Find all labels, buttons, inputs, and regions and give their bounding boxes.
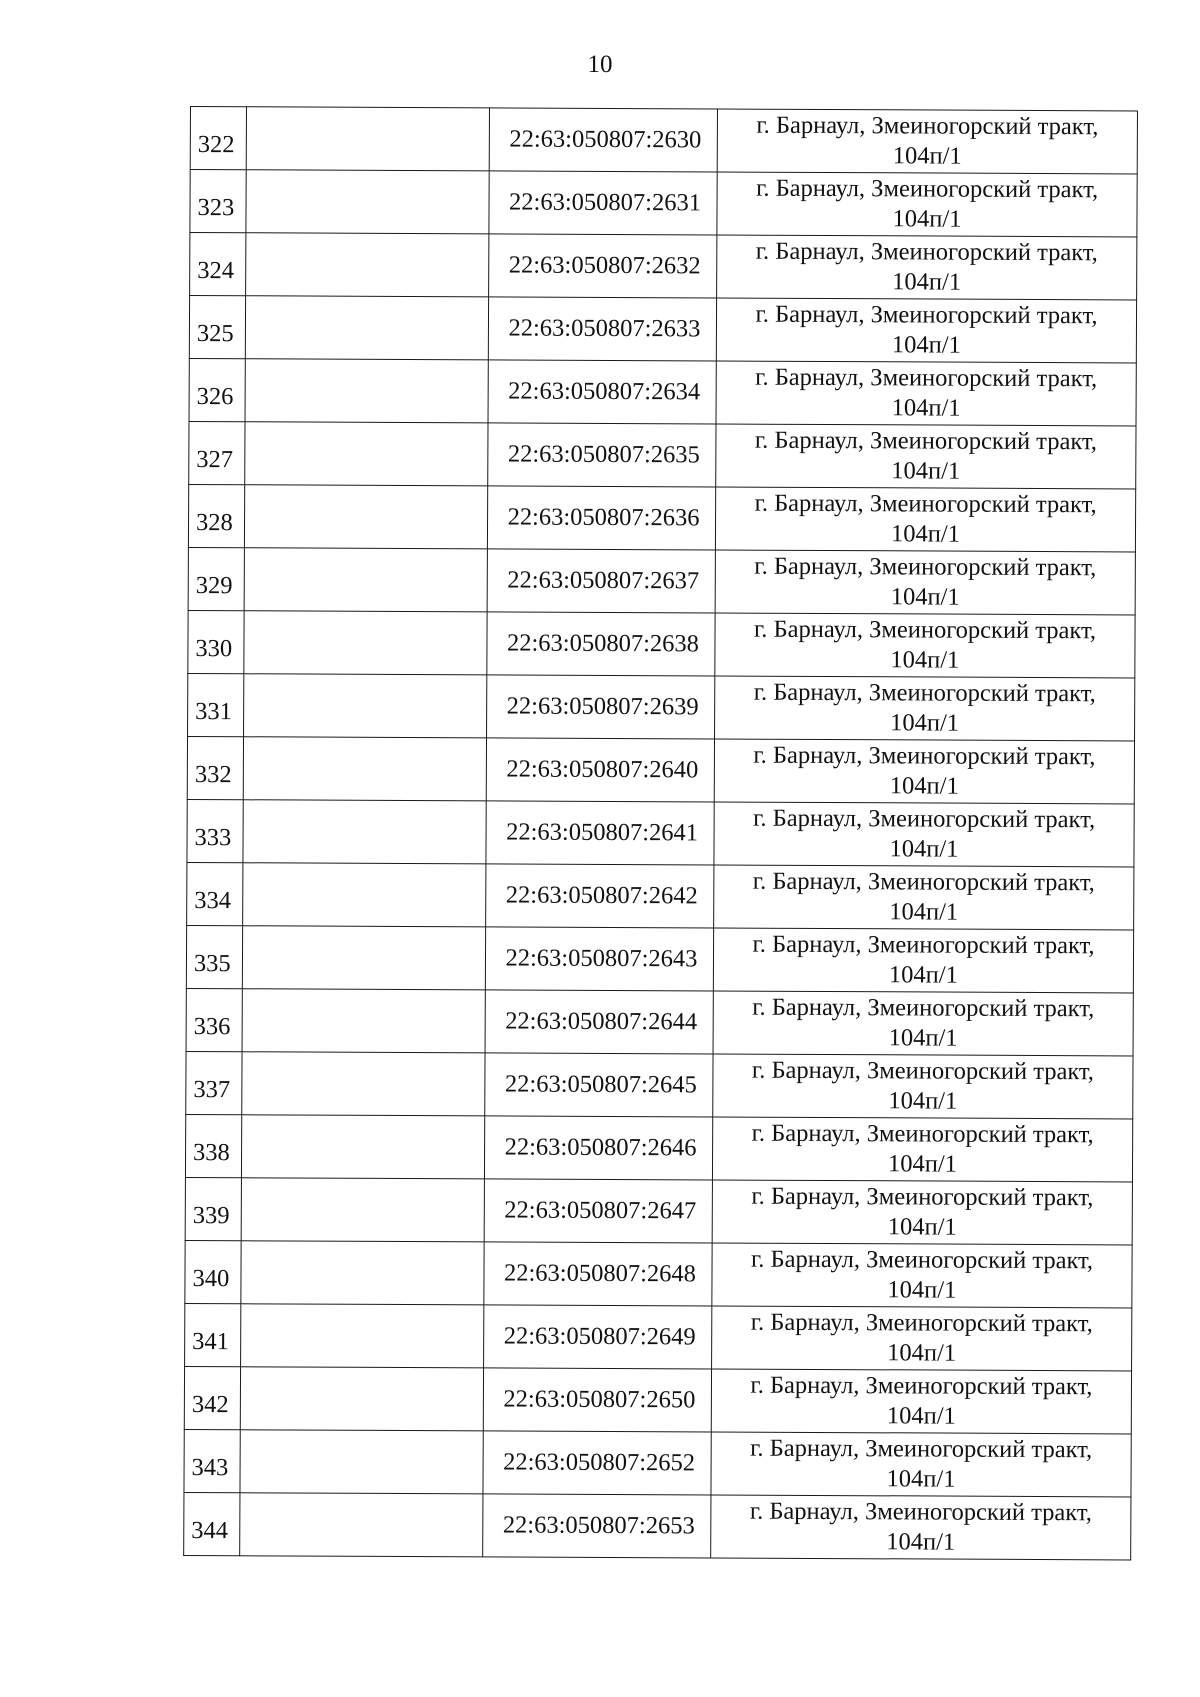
address-line-street: г. Барнаул, Змеиногорский тракт, [753,804,1096,834]
table-row [186,1051,1133,1118]
page-number: 10 [587,51,613,78]
address-line-building: 104п/1 [890,520,961,548]
cadastral-number-cell: 22:63:050807:2632 [489,234,717,298]
row-number-cell: 334 [187,862,243,925]
row-number-cell: 343 [184,1429,240,1492]
address-cell [716,298,1136,363]
address-cell [714,802,1134,867]
cadastral-number-cell: 22:63:050807:2643 [485,927,713,991]
empty-cell [246,107,489,171]
address-line-building: 104п/1 [890,646,960,674]
table-row [187,799,1134,866]
row-number-cell: 329 [188,547,244,610]
empty-cell [244,674,487,738]
cadastral-number-cell: 22:63:050807:2653 [483,1494,711,1558]
table-row [188,610,1135,677]
address-cell [714,865,1134,930]
address-cell [716,424,1136,489]
empty-cell [244,548,487,612]
row-number-cell: 344 [184,1492,240,1555]
table-row [185,1240,1132,1307]
address-cell [715,676,1135,741]
cadastral-number-cell: 22:63:050807:2640 [486,738,714,802]
empty-cell [244,485,487,549]
address-cell [712,1243,1132,1308]
empty-cell [241,1115,484,1179]
address-line-street: г. Барнаул, Змеиногорский тракт, [755,237,1098,267]
address-line-building: 104п/1 [892,268,962,296]
address-line-building: 104п/1 [889,835,959,863]
address-cell [712,1306,1132,1371]
empty-cell [240,1493,483,1557]
row-number-cell: 325 [189,296,245,359]
address-cell [713,991,1133,1056]
table-body [184,107,1138,1560]
address-line-street: г. Барнаул, Змеиногорский тракт, [754,426,1097,456]
table-row [185,1177,1132,1244]
cadastral-number-cell: 22:63:050807:2631 [489,171,717,235]
cadastral-number-cell: 22:63:050807:2639 [487,675,715,739]
row-number-cell: 328 [188,484,244,547]
address-line-street: г. Барнаул, Змеиногорский тракт, [753,615,1097,645]
address-cell [711,1495,1131,1560]
row-number-cell: 324 [190,233,246,296]
address-cell [713,928,1133,993]
address-line-building: 104п/1 [886,1465,956,1493]
table-row [189,421,1136,488]
address-line-street: г. Барнаул, Змеиногорский тракт, [754,552,1097,582]
address-line-street: г. Барнаул, Змеиногорский тракт, [751,1182,1094,1212]
cadastral-number-cell: 22:63:050807:2636 [487,486,715,550]
row-number-cell: 331 [188,673,244,736]
table-row [190,233,1137,300]
address-cell [714,739,1134,804]
address-line-building: 104п/1 [886,1402,956,1430]
row-number-cell: 338 [185,1114,241,1177]
address-line-street: г. Барнаул, Змеиногорский тракт, [750,1371,1093,1401]
address-line-building: 104п/1 [889,898,959,926]
address-line-building: 104п/1 [887,1276,957,1304]
empty-cell [244,611,487,675]
cadastral-number-cell: 22:63:050807:2650 [483,1368,711,1432]
address-cell [717,109,1137,174]
table-row [186,925,1133,992]
empty-cell [243,800,486,864]
address-cell [715,487,1135,552]
cadastral-number-cell: 22:63:050807:2642 [486,864,714,928]
land-plots-table-wrapper [183,106,1138,1560]
cadastral-number-cell: 22:63:050807:2634 [488,360,716,424]
table-row [189,358,1136,425]
address-cell [712,1117,1132,1182]
table-row [184,1492,1131,1559]
cadastral-number-cell: 22:63:050807:2649 [484,1305,712,1369]
cadastral-number-cell: 22:63:050807:2644 [485,990,713,1054]
address-line-street: г. Барнаул, Змеиногорский тракт, [751,1056,1095,1086]
cadastral-number-cell: 22:63:050807:2637 [487,549,715,613]
address-line-building: 104п/1 [892,142,962,170]
table-row [190,170,1137,237]
cadastral-number-cell: 22:63:050807:2647 [484,1179,712,1243]
table-row [188,547,1135,614]
address-line-building: 104п/1 [886,1528,956,1556]
cadastral-number-cell: 22:63:050807:2641 [486,801,714,865]
address-line-street: г. Барнаул, Змеиногорский тракт, [755,300,1098,330]
address-cell [715,613,1135,678]
table-row [184,1366,1131,1433]
address-line-street: г. Барнаул, Змеиногорский тракт, [754,489,1097,519]
table-row [187,736,1134,803]
address-cell [716,361,1136,426]
address-line-building: 104п/1 [891,394,961,422]
address-line-building: 104п/1 [888,1087,958,1115]
empty-cell [245,422,488,486]
address-line-street: г. Барнаул, Змеиногорский тракт, [756,174,1099,204]
address-cell [711,1369,1131,1434]
address-line-building: 104п/1 [891,457,961,485]
address-cell [717,172,1137,237]
table-row [189,296,1136,363]
empty-cell [242,926,485,990]
address-line-building: 104п/1 [887,1339,957,1367]
address-cell [711,1432,1131,1497]
address-line-street: г. Барнаул, Змеиногорский тракт, [753,741,1096,771]
row-number-cell: 340 [185,1240,241,1303]
address-line-street: г. Барнаул, Змеиногорский тракт, [750,1308,1093,1338]
table-row [188,673,1135,740]
row-number-cell: 337 [186,1051,242,1114]
empty-cell [245,296,488,360]
empty-cell [245,359,488,423]
cadastral-number-cell: 22:63:050807:2630 [489,108,717,172]
address-line-building: 104п/1 [889,772,959,800]
address-line-street: г. Барнаул, Змеиногорский тракт, [752,930,1095,960]
row-number-cell: 335 [186,925,242,988]
row-number-cell: 342 [184,1366,240,1429]
table-row [188,484,1135,551]
address-cell [717,235,1137,300]
row-number-cell: 330 [188,610,244,673]
empty-cell [240,1367,483,1431]
empty-cell [241,1241,484,1305]
address-line-building: 104п/1 [892,205,962,233]
address-line-street: г. Барнаул, Змеиногорский тракт, [755,363,1098,393]
table-row [185,1114,1132,1181]
empty-cell [241,1178,484,1242]
address-line-building: 104п/1 [890,709,960,737]
address-line-building: 104п/1 [887,1213,957,1241]
table-row [184,1429,1131,1496]
address-line-street: г. Барнаул, Змеиногорский тракт, [750,1245,1094,1275]
row-number-cell: 326 [189,358,245,421]
table-row [187,862,1134,929]
row-number-cell: 336 [186,988,242,1051]
address-cell [712,1180,1132,1245]
row-number-cell: 323 [190,170,246,233]
address-line-street: г. Барнаул, Змеиногорский тракт, [756,111,1099,141]
cadastral-number-cell: 22:63:050807:2638 [487,612,715,676]
cadastral-number-cell: 22:63:050807:2635 [488,423,716,487]
row-number-cell: 332 [187,736,243,799]
address-line-street: г. Барнаул, Змеиногорский тракт, [753,678,1096,708]
address-line-street: г. Барнаул, Змеиногорский тракт, [752,993,1095,1023]
empty-cell [243,863,486,927]
table-row [190,107,1137,174]
address-line-building: 104п/1 [888,961,958,989]
cadastral-number-cell: 22:63:050807:2652 [483,1431,711,1495]
address-line-street: г. Барнаул, Змеиногорский тракт, [752,867,1095,897]
table-row [186,988,1133,1055]
empty-cell [246,170,489,234]
empty-cell [240,1430,483,1494]
empty-cell [242,989,485,1053]
table-row [185,1303,1132,1370]
row-number-cell: 327 [189,421,245,484]
address-line-street: г. Барнаул, Змеиногорский тракт, [750,1434,1093,1464]
address-line-building: 104п/1 [890,583,960,611]
empty-cell [242,1052,485,1116]
row-number-cell: 341 [185,1303,241,1366]
address-line-building: 104п/1 [891,331,961,359]
empty-cell [241,1304,484,1368]
address-line-street: г. Барнаул, Змеиногорский тракт, [749,1497,1092,1527]
address-line-building: 104п/1 [887,1150,958,1178]
cadastral-number-cell: 22:63:050807:2633 [488,297,716,361]
row-number-cell: 333 [187,799,243,862]
empty-cell [246,233,489,297]
cadastral-number-cell: 22:63:050807:2646 [484,1116,712,1180]
address-cell [715,550,1135,615]
row-number-cell: 322 [190,107,246,170]
row-number-cell: 339 [185,1177,241,1240]
address-line-street: г. Барнаул, Змеиногорский тракт, [751,1119,1094,1149]
cadastral-number-cell: 22:63:050807:2648 [484,1242,712,1306]
cadastral-number-cell: 22:63:050807:2645 [485,1053,713,1117]
address-cell [713,1054,1133,1119]
address-line-building: 104п/1 [888,1024,958,1052]
empty-cell [243,737,486,801]
land-plots-table [183,106,1138,1560]
